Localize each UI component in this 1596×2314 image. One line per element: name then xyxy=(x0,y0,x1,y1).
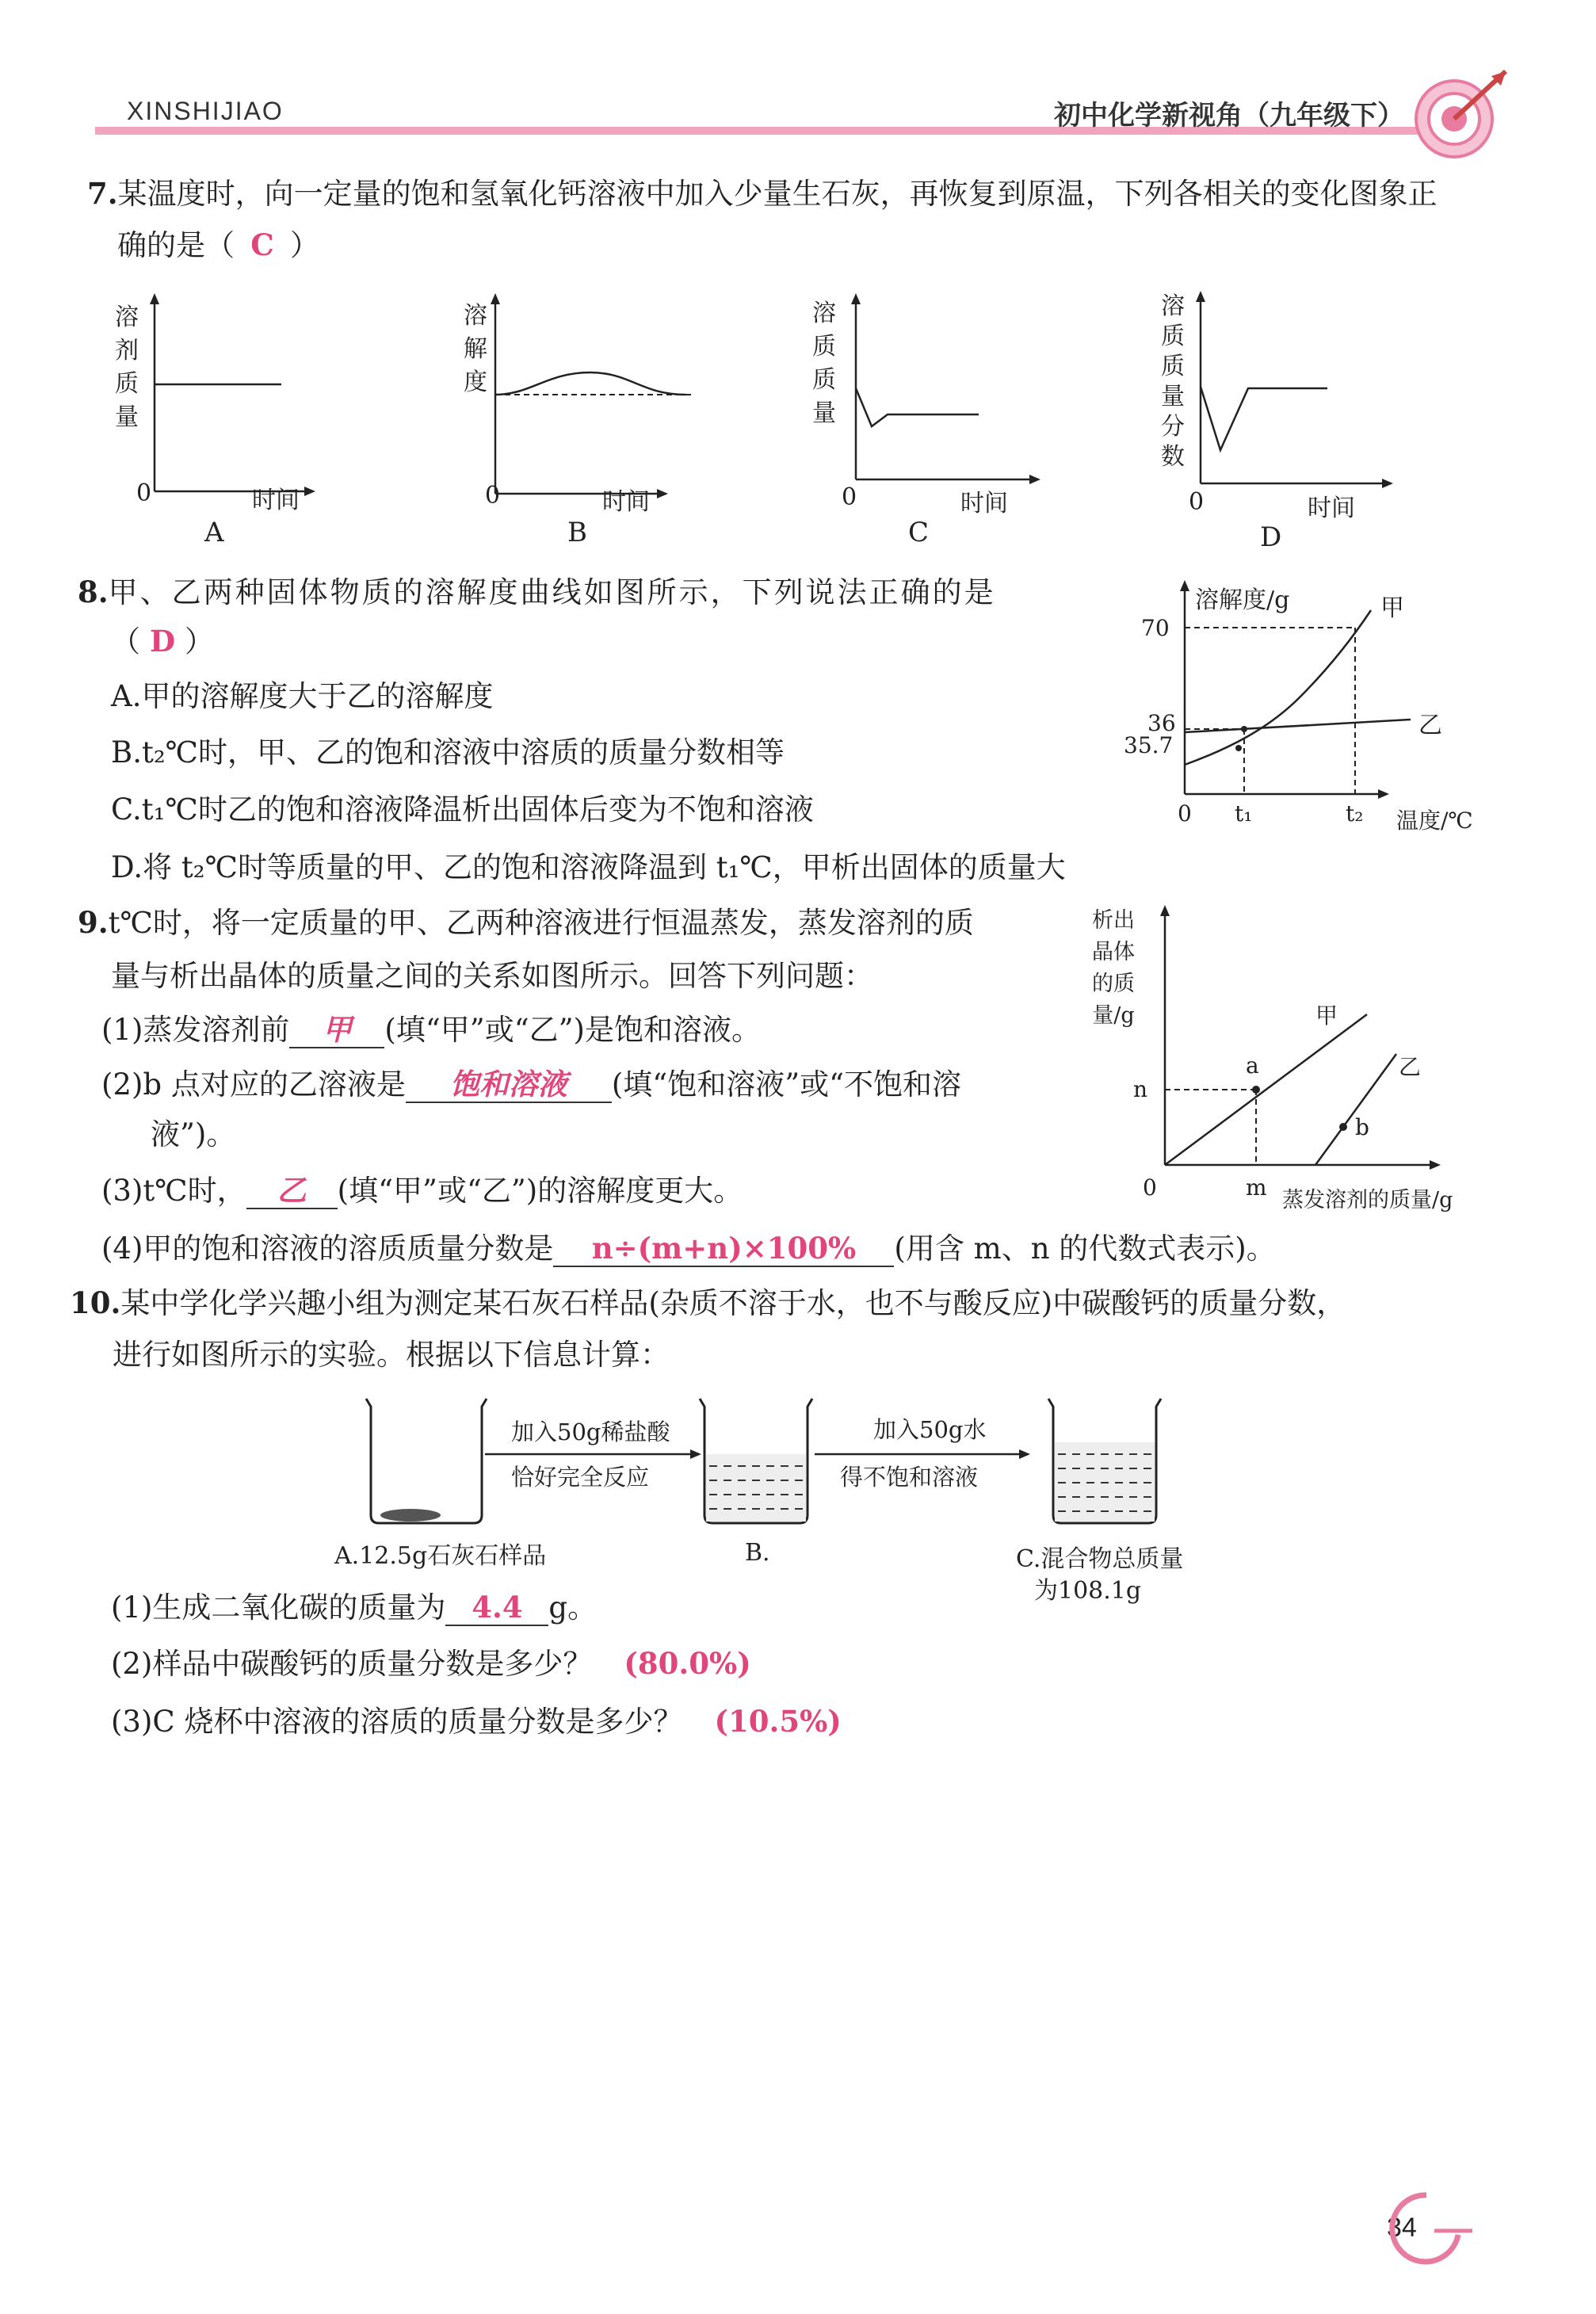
arrow2-bottom-label: 得不饱和溶液 xyxy=(840,1464,979,1491)
q8-series-jia: 甲 xyxy=(1380,594,1404,622)
q9-part4-answer: n÷(m+n)×100% xyxy=(553,1231,894,1267)
beaker-a-label: A.12.5g石灰石样品 xyxy=(334,1542,547,1570)
q7-graph-d-curve xyxy=(1201,387,1327,450)
q8-stem-line1 xyxy=(78,575,996,610)
q9-part1-answer: 甲 xyxy=(289,1012,384,1048)
target-logo-icon xyxy=(1403,55,1522,166)
q8-number: 8. xyxy=(78,575,109,609)
q9-part2-cont: 液”)。 xyxy=(151,1117,236,1151)
q7-graph-a-ylabel: 溶 xyxy=(115,304,139,331)
q9-stem1: t℃时，将一定质量的甲、乙两种溶液进行恒温蒸发，蒸发溶剂的质 xyxy=(108,906,974,940)
q10-part3-answer: (10.5%) xyxy=(714,1704,842,1739)
q10-part1-answer: 4.4 xyxy=(445,1590,548,1626)
q8-answer-line: （ D ） xyxy=(111,624,214,659)
q9-line-yi xyxy=(1315,1054,1396,1165)
beaker-c-label-1: C.混合物总质量 xyxy=(1016,1545,1184,1573)
q7-graph-c-curve xyxy=(856,388,979,426)
q7-graph-c-xlabel: 时间 xyxy=(960,490,1008,517)
q10-experiment-diagram xyxy=(317,1395,1268,1605)
q7-graph-c-letter: C xyxy=(908,517,930,548)
q7-graph-b-letter: B xyxy=(567,517,587,548)
q7-graph-b-xlabel: 时间 xyxy=(602,488,650,516)
q7-stem-line2 xyxy=(117,227,319,263)
q9-origin: 0 xyxy=(1143,1174,1157,1201)
q7-answer: C xyxy=(250,227,274,262)
q8-answer: D xyxy=(149,624,176,659)
q9-point-a xyxy=(1252,1086,1260,1094)
q9-ytick-n: n xyxy=(1133,1076,1148,1102)
arrow2-top-label: 加入50g水 xyxy=(873,1416,987,1443)
q7-stem1: 某温度时，向一定量的饱和氢氧化钙溶液中加入少量生石灰，再恢复到原温，下列各相关的变化图象正 xyxy=(117,177,1438,211)
q10-stem-line1 xyxy=(70,1285,1346,1321)
q8-ytick-70: 70 xyxy=(1141,615,1170,641)
q7-graph-a-origin: 0 xyxy=(136,479,152,507)
q9-number: 9. xyxy=(78,905,109,940)
beaker-a-icon xyxy=(366,1399,487,1523)
q8-curve-yi xyxy=(1185,720,1411,732)
q9-xtick-m: m xyxy=(1246,1174,1267,1201)
q8-xtick-t2: t₂ xyxy=(1346,800,1364,827)
q7-graph-c: 溶 质 质 量 0 时间 C xyxy=(808,293,1046,555)
q7-graph-b: 溶 解 度 0 时间 B xyxy=(460,293,697,555)
q9-series-yi: 乙 xyxy=(1399,1054,1422,1080)
q7-stem2: 确的是（ xyxy=(117,228,235,262)
q7-graph-a-xlabel: 时间 xyxy=(252,487,300,514)
q10-part3: (3)C 烧杯中溶液的溶质的质量分数是多少？ (10.5%) xyxy=(111,1704,842,1739)
q8-option-c: C.t₁℃时乙的饱和溶液降温析出固体后变为不饱和溶液 xyxy=(111,792,814,827)
q7-graph-d-origin: 0 xyxy=(1189,488,1205,516)
q10-stem2: 进行如图所示的实验。根据以下信息计算： xyxy=(113,1338,670,1372)
q8-ytick-36: 36 xyxy=(1147,710,1176,736)
q7-graph-b-curve xyxy=(495,372,685,395)
header-left: XINSHIJIAO xyxy=(127,97,284,125)
q10-stem1: 某中学化学兴趣小组为测定某石灰石样品(杂质不溶于水，也不与酸反应)中碳酸钙的质量分数， xyxy=(120,1286,1346,1320)
q9-graph-ylabel: 析出 xyxy=(1092,908,1135,933)
q8-solubility-graph xyxy=(1109,571,1490,840)
q8-xtick-t1: t₁ xyxy=(1235,800,1253,827)
q9-stem2: 量与析出晶体的质量之间的关系如图所示。回答下列问题： xyxy=(111,959,873,993)
header-right: 初中化学新视角（九年级下） xyxy=(1054,100,1404,132)
q9-part2-answer: 饱和溶液 xyxy=(406,1067,612,1103)
q9-series-jia: 甲 xyxy=(1315,1002,1338,1029)
q7-stem-end: ） xyxy=(290,228,319,262)
q7-graph-c-origin: 0 xyxy=(842,483,857,511)
q10-part2-answer: (80.0%) xyxy=(624,1646,751,1681)
q7-graph-c-ylabel: 溶 xyxy=(812,300,836,327)
q8-ytick-35-7: 35.7 xyxy=(1124,732,1174,758)
q8-graph-ylabel: 溶解度/g xyxy=(1195,586,1290,614)
beaker-c-label-2: 为108.1g xyxy=(1034,1577,1142,1605)
q9-evaporation-graph: 析出 晶体 的质 量/g 甲 乙 a b n 0 m 蒸发溶剂的质量/g xyxy=(1086,895,1498,1228)
q9-label-b: b xyxy=(1355,1114,1369,1140)
q9-graph-xlabel: 蒸发溶剂的质量/g xyxy=(1282,1188,1453,1212)
q9-part4: (4)甲的饱和溶液的溶质质量分数是 n÷(m+n)×100% (用含 m、n 的代数式表示)。 xyxy=(101,1231,1276,1267)
q7-graph-d-xlabel: 时间 xyxy=(1308,494,1355,522)
q8-graph-xlabel: 温度/℃ xyxy=(1396,808,1473,834)
q8-curve-jia xyxy=(1185,610,1371,765)
q7-graph-a: 溶 剂 质 量 0 时间 A xyxy=(111,293,317,555)
page-number: 34 xyxy=(1387,2213,1417,2243)
arrow1-bottom-label: 恰好完全反应 xyxy=(511,1464,650,1491)
q9-part3: (3)t℃时， 乙 (填“甲”或“乙”)的溶解度更大。 xyxy=(101,1173,743,1209)
q7-graph-a-letter: A xyxy=(204,517,224,548)
q10-part1: (1)生成二氧化碳的质量为 4.4 g。 xyxy=(111,1590,597,1626)
q9-label-a: a xyxy=(1246,1052,1259,1079)
q9-stem-line1 xyxy=(78,905,974,941)
q8-stem1: 甲、乙两种固体物质的溶解度曲线如图所示，下列说法正确的是 xyxy=(108,575,996,609)
q9-part2: (2)b 点对应的乙溶液是 饱和溶液 (填“饱和溶液”或“不饱和溶 xyxy=(101,1067,961,1103)
q7-graph-d-ylabel: 溶 xyxy=(1161,292,1185,320)
q7-graph-d-letter: D xyxy=(1260,521,1282,553)
q7-graph-b-ylabel: 溶 xyxy=(464,302,487,330)
q8-option-b: B.t₂℃时，甲、乙的饱和溶液中溶质的质量分数相等 xyxy=(111,735,785,769)
q8-option-a: A.甲的溶解度大于乙的溶解度 xyxy=(111,679,494,713)
q8-option-d: D.将 t₂℃时等质量的甲、乙的饱和溶液降温到 t₁℃，甲析出固体的质量大 xyxy=(111,850,1066,884)
q10-number: 10. xyxy=(70,1285,121,1320)
q7-graph-d: 溶 质 质 量 分 数 0 时间 D xyxy=(1157,285,1411,563)
q8-origin: 0 xyxy=(1178,800,1192,827)
arrow1-top-label: 加入50g稀盐酸 xyxy=(511,1419,670,1445)
q9-part3-answer: 乙 xyxy=(246,1173,338,1209)
beaker-b-label: B. xyxy=(745,1539,770,1567)
q7-stem-line1 xyxy=(87,176,1438,212)
q8-series-yi: 乙 xyxy=(1418,712,1442,739)
q9-point-b xyxy=(1339,1123,1347,1131)
q9-part1: (1)蒸发溶剂前 甲 (填“甲”或“乙”)是饱和溶液。 xyxy=(101,1012,761,1048)
q10-part2: (2)样品中碳酸钙的质量分数是多少？ (80.0%) xyxy=(111,1646,751,1681)
q7-number: 7. xyxy=(87,176,118,211)
q7-graph-b-origin: 0 xyxy=(485,482,501,510)
page-corner-icon xyxy=(1379,2187,1474,2274)
